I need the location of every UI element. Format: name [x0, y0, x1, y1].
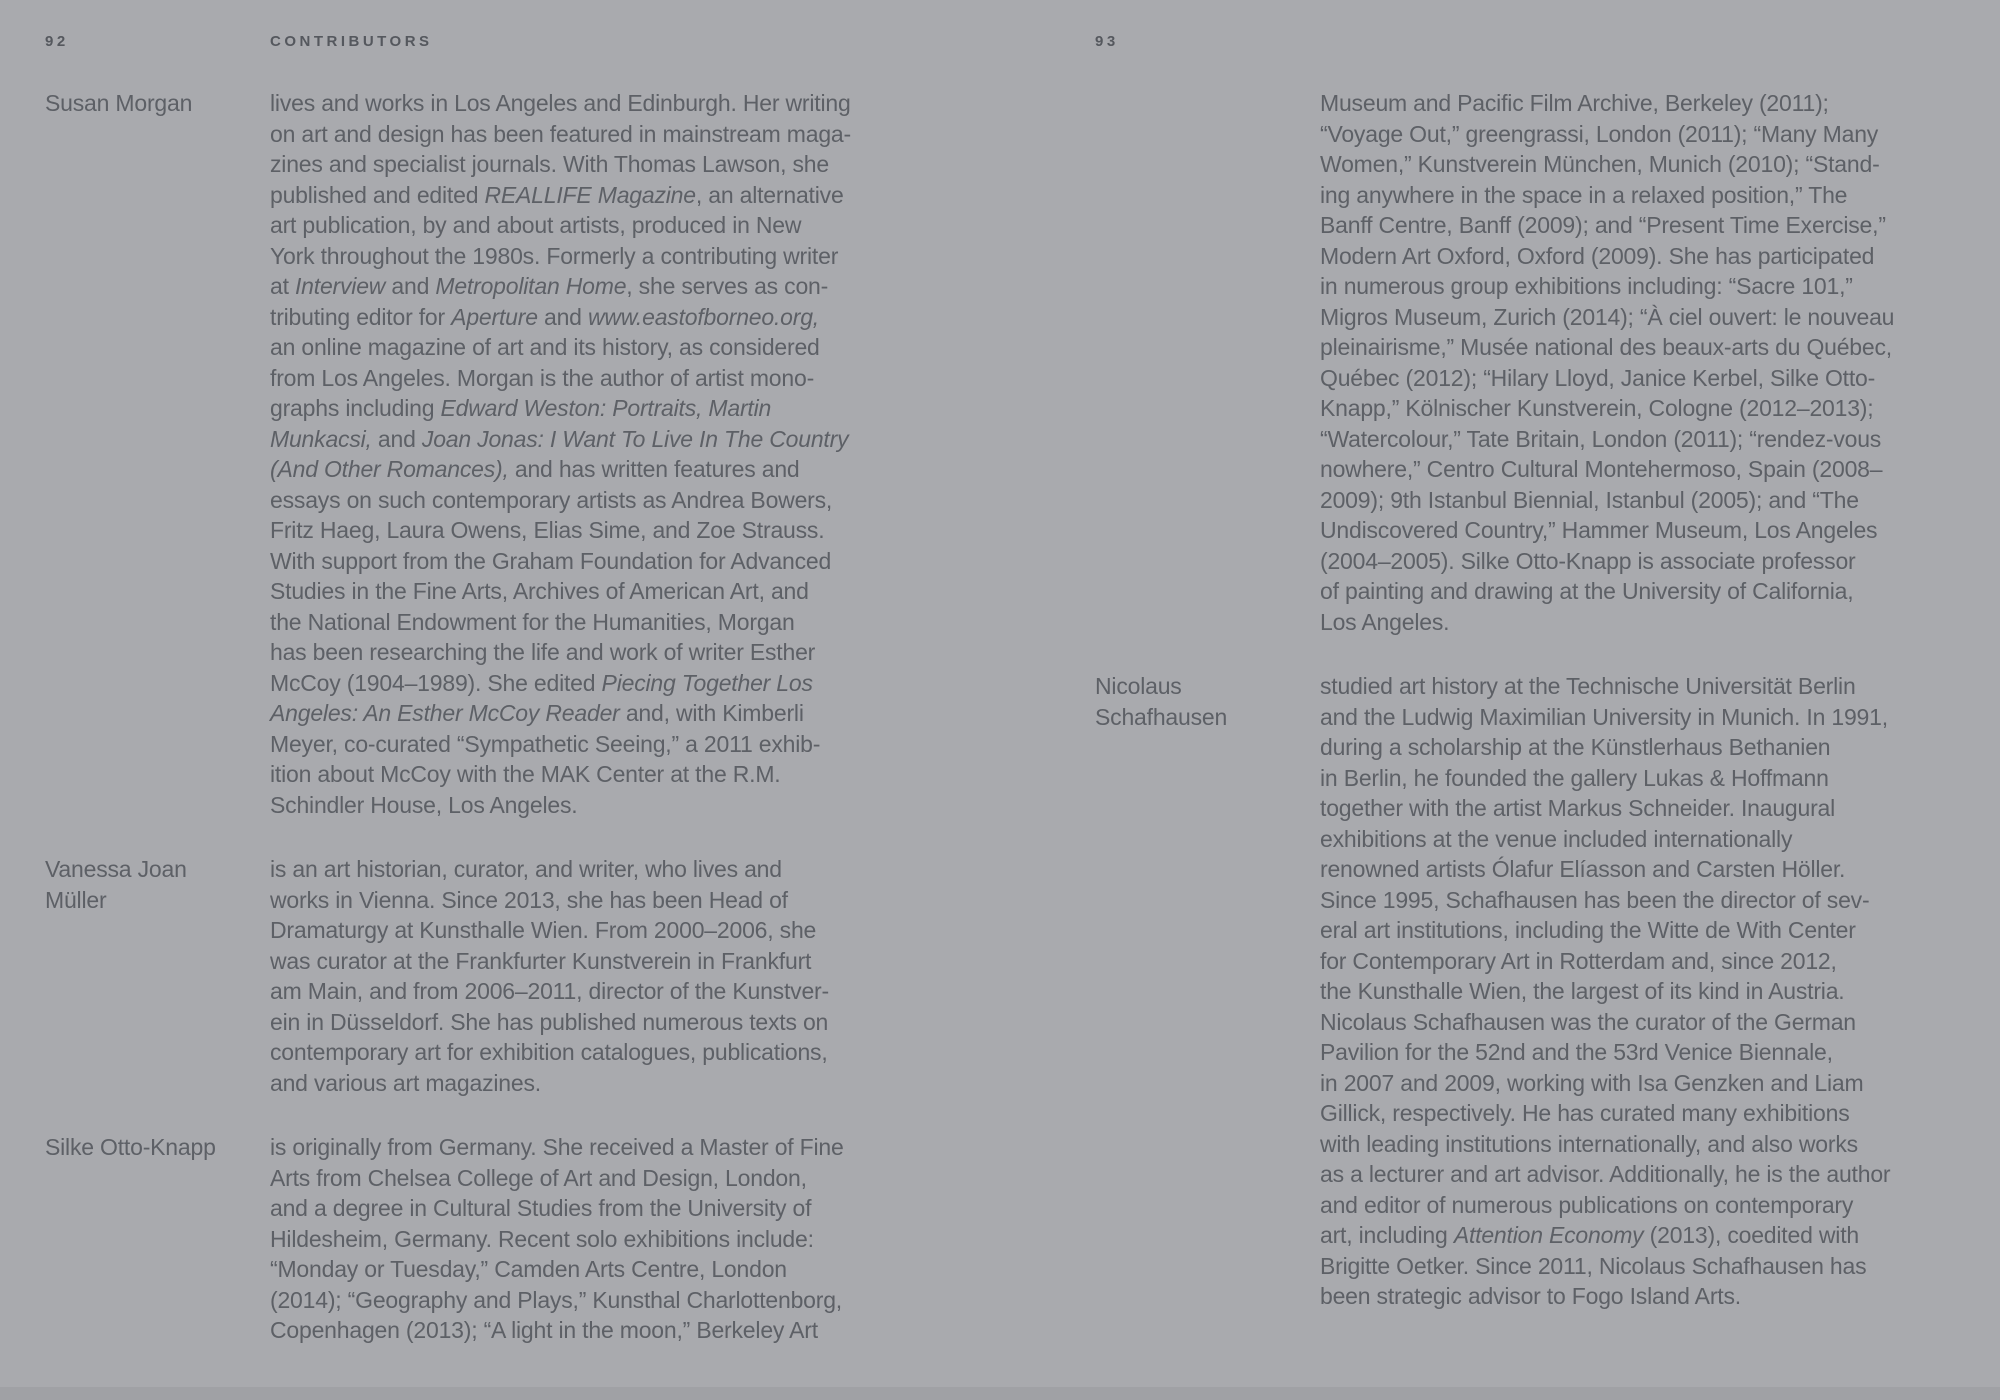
bio-line: from Los Angeles. Morgan is the author of artist mono-: [270, 364, 815, 391]
bio-line: during a scholarship at the Künstlerhaus Bethanien: [1320, 734, 1831, 760]
contributor-bio: [270, 88, 930, 820]
bio-line: “Voyage Out,” greengrassi, London (2011); “Many Many: [1320, 120, 1879, 147]
bio-line: eral art institutions, including the Witte de With Center: [1320, 917, 1856, 943]
bio-line: “Monday or Tuesday,” Camden Arts Centre, London: [270, 1256, 787, 1282]
bio-line: ing anywhere in the space in a relaxed position,” The: [1320, 181, 1848, 208]
contributor-name-line: Nicolaus: [1095, 673, 1182, 699]
bio-line: “Watercolour,” Tate Britain, London (2011); “rendez-vous: [1320, 425, 1882, 452]
contributor-bio: [270, 1132, 930, 1346]
contributor-name-line: Susan Morgan: [45, 90, 193, 116]
bio-line: Modern Art Oxford, Oxford (2009). She has participated: [1320, 242, 1875, 269]
bio-line: at Interview and Metropolitan Home, she serves as con-: [270, 273, 829, 299]
bio-line: Angeles: An Esther McCoy Reader and, with Kimberli: [270, 700, 804, 726]
contributor-name: [45, 88, 270, 820]
bio-line: Copenhagen (2013); “A light in the moon,” Berkeley Art: [270, 1317, 818, 1343]
bio-line: is an art historian, curator, and writer, who lives and: [270, 856, 782, 882]
contributor-bio: [270, 854, 930, 1098]
bio-line: been strategic advisor to Fogo Island Arts.: [1320, 1283, 1741, 1309]
bio-line: an online magazine of art and its history, as considered: [270, 334, 820, 360]
bio-line: Banff Centre, Banff (2009); and “Present Time Exercise,”: [1320, 212, 1886, 238]
bio-line: Women,” Kunstverein München, Munich (2010); “Stand-: [1320, 151, 1880, 177]
bio-line: Knapp,” Kölnischer Kunstverein, Cologne (2012–2013);: [1320, 395, 1874, 421]
contributor-name: [1095, 671, 1320, 1312]
contributor-entry: [45, 88, 935, 820]
bio-line: Los Angeles.: [1320, 608, 1450, 635]
bio-line: of painting and drawing at the University of California,: [1320, 578, 1854, 604]
bio-line: Dramaturgy at Kunsthalle Wien. From 2000–2006, she: [270, 917, 817, 943]
page-number-left: 92: [45, 33, 69, 50]
bio-line: graphs including Edward Weston: Portraits, Martin: [270, 395, 772, 421]
contributor-entries-right: [1095, 88, 1985, 1312]
bio-line: as a lecturer and art advisor. Additionally, he is the author: [1320, 1161, 1891, 1187]
contributor-entry: [45, 1132, 935, 1346]
bio-line: renowned artists Ólafur Elíasson and Carsten Höller.: [1320, 856, 1846, 882]
bio-line: and a degree in Cultural Studies from the University of: [270, 1195, 812, 1221]
bio-line: art publication, by and about artists, produced in New: [270, 212, 802, 238]
contributor-name-line: Vanessa Joan: [45, 856, 187, 882]
bio-line: Arts from Chelsea College of Art and Design, London,: [270, 1164, 807, 1191]
bio-line: (2014); “Geography and Plays,” Kunsthal Charlottenborg,: [270, 1286, 842, 1313]
contributor-bio: [1320, 88, 1980, 637]
bio-line: is originally from Germany. She received a Master of Fine: [270, 1134, 844, 1160]
bio-line: am Main, and from 2006–2011, director of the Kunstver-: [270, 978, 829, 1004]
bio-line: the National Endowment for the Humanities, Morgan: [270, 608, 795, 635]
page-right: [1095, 33, 1985, 1346]
contributor-entry: [45, 854, 935, 1098]
bio-line: has been researching the life and work of writer Esther: [270, 639, 816, 665]
bio-line: Migros Museum, Zurich (2014); “À ciel ouvert: le nouveau: [1320, 303, 1895, 330]
bio-line: was curator at the Frankfurter Kunstverein in Frankfurt: [270, 947, 812, 974]
bio-line: Nicolaus Schafhausen was the curator of the German: [1320, 1008, 1856, 1035]
bio-line: Since 1995, Schafhausen has been the director of sev-: [1320, 886, 1870, 913]
bio-line: together with the artist Markus Schneider. Inaugural: [1320, 795, 1836, 821]
bio-line: and various art magazines.: [270, 1069, 541, 1096]
contributor-name: [45, 1132, 270, 1346]
bio-line: ition about McCoy with the MAK Center at the R.M.: [270, 761, 781, 787]
bio-line: York throughout the 1980s. Formerly a contributing writer: [270, 242, 839, 269]
bio-line: in numerous group exhibitions including: “Sacre 101,”: [1320, 273, 1853, 299]
contributor-name-line: Müller: [45, 886, 107, 913]
contributor-entry: [1095, 671, 1985, 1312]
page-left-header: [45, 33, 935, 88]
bio-line: and the Ludwig Maximilian University in Munich. In 1991,: [1320, 703, 1888, 730]
bio-line: lives and works in Los Angeles and Edinburgh. Her writing: [270, 90, 851, 116]
bio-line: tributing editor for Aperture and www.eastofborneo.org,: [270, 303, 819, 330]
bio-line: Pavilion for the 52nd and the 53rd Venice Biennale,: [1320, 1039, 1833, 1065]
bio-line: for Contemporary Art in Rotterdam and, since 2012,: [1320, 947, 1837, 974]
page-left: [45, 33, 935, 1380]
bio-line: zines and specialist journals. With Thomas Lawson, she: [270, 151, 829, 177]
page-bottom-edge: [0, 1387, 2000, 1400]
bio-line: exhibitions at the venue included internationally: [1320, 825, 1793, 852]
contributor-name-line: Schafhausen: [1095, 703, 1228, 730]
bio-line: essays on such contemporary artists as Andrea Bowers,: [270, 486, 833, 513]
bio-line: studied art history at the Technische Universität Berlin: [1320, 673, 1856, 699]
bio-line: and editor of numerous publications on contemporary: [1320, 1191, 1854, 1218]
bio-line: Hildesheim, Germany. Recent solo exhibitions include:: [270, 1225, 814, 1252]
bio-line: Undiscovered Country,” Hammer Museum, Los Angeles: [1320, 517, 1878, 543]
page-right-header: [1095, 33, 1985, 88]
bio-line: (And Other Romances), and has written features and: [270, 456, 800, 482]
bio-line: works in Vienna. Since 2013, she has been Head of: [270, 886, 788, 913]
bio-line: with leading institutions internationally, and also works: [1320, 1130, 1858, 1157]
bio-line: Schindler House, Los Angeles.: [270, 791, 578, 818]
bio-line: Studies in the Fine Arts, Archives of American Art, and: [270, 578, 809, 604]
bio-line: Munkacsi, and Joan Jonas: I Want To Live In The Country: [270, 425, 849, 452]
contributor-entries-left: [45, 88, 935, 1346]
contributor-name-line: Silke Otto-Knapp: [45, 1134, 216, 1160]
bio-line: (2004–2005). Silke Otto-Knapp is associate professor: [1320, 547, 1856, 574]
contributor-entry: [1095, 88, 1985, 637]
contributor-bio: [1320, 671, 1980, 1312]
bio-line: art, including Attention Economy (2013), coedited with: [1320, 1222, 1859, 1248]
bio-line: in 2007 and 2009, working with Isa Genzken and Liam: [1320, 1069, 1864, 1096]
bio-line: contemporary art for exhibition catalogues, publications,: [270, 1039, 828, 1065]
bio-line: nowhere,” Centro Cultural Montehermoso, Spain (2008–: [1320, 456, 1883, 482]
bio-line: ein in Düsseldorf. She has published numerous texts on: [270, 1008, 829, 1035]
contributor-name: [1095, 88, 1320, 637]
bio-line: the Kunsthalle Wien, the largest of its kind in Austria.: [1320, 978, 1845, 1004]
bio-line: in Berlin, he founded the gallery Lukas & Hoffmann: [1320, 764, 1829, 791]
bio-line: Museum and Pacific Film Archive, Berkeley (2011);: [1320, 90, 1829, 116]
running-header: CONTRIBUTORS: [270, 33, 433, 50]
bio-line: Québec (2012); “Hilary Lloyd, Janice Kerbel, Silke Otto-: [1320, 364, 1876, 391]
bio-line: With support from the Graham Foundation for Advanced: [270, 547, 832, 574]
bio-line: Fritz Haeg, Laura Owens, Elias Sime, and Zoe Strauss.: [270, 517, 825, 543]
bio-line: McCoy (1904–1989). She edited Piecing Together Los: [270, 669, 813, 696]
bio-line: Brigitte Oetker. Since 2011, Nicolaus Schafhausen has: [1320, 1252, 1867, 1279]
contributor-name: [45, 854, 270, 1098]
bio-line: 2009); 9th Istanbul Biennial, Istanbul (2005); and “The: [1320, 486, 1859, 513]
page-number-right: 93: [1095, 33, 1119, 50]
bio-line: on art and design has been featured in mainstream maga-: [270, 120, 851, 147]
bio-line: Gillick, respectively. He has curated many exhibitions: [1320, 1100, 1850, 1126]
bio-line: Meyer, co-curated “Sympathetic Seeing,” a 2011 exhib-: [270, 730, 821, 757]
bio-line: published and edited REALLIFE Magazine, an alternative: [270, 181, 844, 208]
bio-line: pleinairisme,” Musée national des beaux-arts du Québec,: [1320, 334, 1892, 360]
